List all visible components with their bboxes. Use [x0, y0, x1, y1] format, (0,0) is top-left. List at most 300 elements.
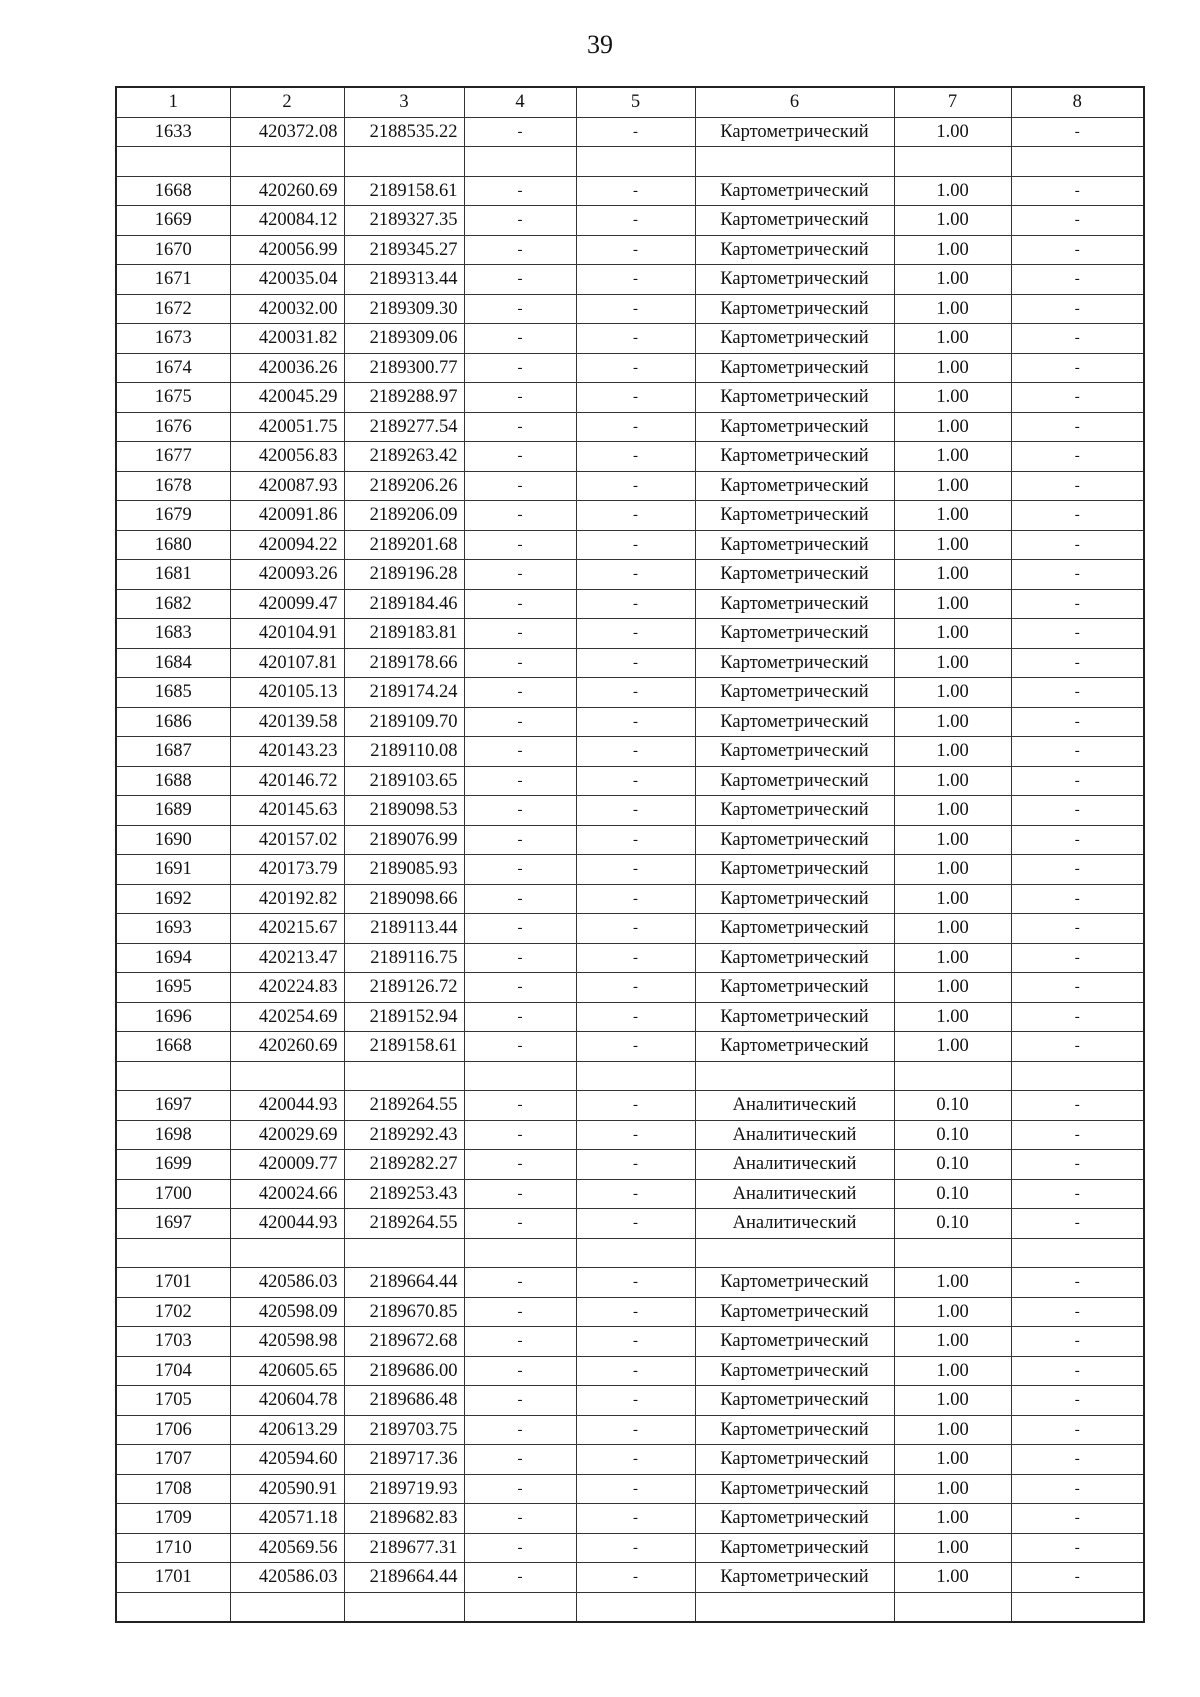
- y-coordinate-cell: [344, 1238, 464, 1268]
- x-coordinate-cell: 420571.18: [230, 1504, 344, 1534]
- col-5-cell: -: [576, 589, 695, 619]
- col-5-cell: -: [576, 1091, 695, 1121]
- table-row: [116, 235, 1144, 265]
- col-8-cell: -: [1011, 648, 1144, 678]
- y-coordinate-cell: 2189670.85: [344, 1297, 464, 1327]
- table-row: [116, 442, 1144, 472]
- col-4-cell: -: [464, 1356, 576, 1386]
- point-number-cell: 1704: [116, 1356, 230, 1386]
- col-5-cell: [576, 1592, 695, 1622]
- method-cell: Картометрический: [695, 324, 894, 354]
- col-5-cell: -: [576, 383, 695, 413]
- col-5-cell: -: [576, 1327, 695, 1357]
- point-number-cell: 1710: [116, 1533, 230, 1563]
- y-coordinate-cell: 2189345.27: [344, 235, 464, 265]
- point-number-cell: 1676: [116, 412, 230, 442]
- y-coordinate-cell: [344, 1592, 464, 1622]
- x-coordinate-cell: 420254.69: [230, 1002, 344, 1032]
- point-number-cell: [116, 147, 230, 177]
- accuracy-cell: 1.00: [894, 235, 1011, 265]
- y-coordinate-cell: 2189264.55: [344, 1091, 464, 1121]
- x-coordinate-cell: 420104.91: [230, 619, 344, 649]
- y-coordinate-cell: 2189288.97: [344, 383, 464, 413]
- col-8-cell: -: [1011, 412, 1144, 442]
- y-coordinate-cell: 2189686.48: [344, 1386, 464, 1416]
- x-coordinate-cell: 420036.26: [230, 353, 344, 383]
- col-4-cell: [464, 1061, 576, 1091]
- col-8-cell: -: [1011, 855, 1144, 885]
- table-row: [116, 648, 1144, 678]
- y-coordinate-cell: 2189292.43: [344, 1120, 464, 1150]
- x-coordinate-cell: 420032.00: [230, 294, 344, 324]
- col-8-cell: -: [1011, 619, 1144, 649]
- col-8-cell: -: [1011, 1150, 1144, 1180]
- point-number-cell: 1685: [116, 678, 230, 708]
- point-number-cell: 1705: [116, 1386, 230, 1416]
- table-row: [116, 560, 1144, 590]
- col-8-cell: -: [1011, 324, 1144, 354]
- col-4-cell: -: [464, 324, 576, 354]
- accuracy-cell: 0.10: [894, 1179, 1011, 1209]
- y-coordinate-cell: 2189309.30: [344, 294, 464, 324]
- method-cell: Картометрический: [695, 707, 894, 737]
- y-coordinate-cell: 2188535.22: [344, 117, 464, 147]
- point-number-cell: 1692: [116, 884, 230, 914]
- col-8-cell: -: [1011, 796, 1144, 826]
- table-header-row: [116, 87, 1144, 117]
- col-5-cell: -: [576, 737, 695, 767]
- col-8-cell: -: [1011, 1563, 1144, 1593]
- col-4-cell: [464, 1592, 576, 1622]
- x-coordinate-cell: 420024.66: [230, 1179, 344, 1209]
- col-4-cell: -: [464, 442, 576, 472]
- col-5-cell: -: [576, 619, 695, 649]
- method-cell: Картометрический: [695, 412, 894, 442]
- method-cell: Картометрический: [695, 442, 894, 472]
- col-5-cell: -: [576, 560, 695, 590]
- col-4-cell: -: [464, 176, 576, 206]
- y-coordinate-cell: 2189677.31: [344, 1533, 464, 1563]
- x-coordinate-cell: 420224.83: [230, 973, 344, 1003]
- col-5-cell: -: [576, 176, 695, 206]
- table-row: [116, 1179, 1144, 1209]
- col-4-cell: -: [464, 1179, 576, 1209]
- accuracy-cell: 1.00: [894, 589, 1011, 619]
- y-coordinate-cell: 2189196.28: [344, 560, 464, 590]
- col-5-cell: -: [576, 1297, 695, 1327]
- point-number-cell: 1708: [116, 1474, 230, 1504]
- table-row: [116, 855, 1144, 885]
- table-row: [116, 1474, 1144, 1504]
- y-coordinate-cell: 2189098.66: [344, 884, 464, 914]
- col-5-cell: -: [576, 707, 695, 737]
- col-8-cell: -: [1011, 914, 1144, 944]
- x-coordinate-cell: 420569.56: [230, 1533, 344, 1563]
- table-row: [116, 1563, 1144, 1593]
- col-8-cell: -: [1011, 206, 1144, 236]
- x-coordinate-cell: [230, 1238, 344, 1268]
- method-cell: Картометрический: [695, 471, 894, 501]
- accuracy-cell: 1.00: [894, 619, 1011, 649]
- col-4-cell: -: [464, 206, 576, 236]
- col-5-cell: -: [576, 530, 695, 560]
- x-coordinate-cell: 420099.47: [230, 589, 344, 619]
- col-5-cell: -: [576, 678, 695, 708]
- col-8-cell: -: [1011, 1032, 1144, 1062]
- col-5-cell: [576, 147, 695, 177]
- accuracy-cell: 0.10: [894, 1209, 1011, 1239]
- col-4-cell: -: [464, 560, 576, 590]
- point-number-cell: 1681: [116, 560, 230, 590]
- col-4-cell: -: [464, 914, 576, 944]
- y-coordinate-cell: 2189206.26: [344, 471, 464, 501]
- table-row: [116, 1327, 1144, 1357]
- y-coordinate-cell: 2189183.81: [344, 619, 464, 649]
- x-coordinate-cell: 420215.67: [230, 914, 344, 944]
- accuracy-cell: 1.00: [894, 1504, 1011, 1534]
- column-header: 2: [230, 87, 344, 117]
- point-number-cell: 1678: [116, 471, 230, 501]
- point-number-cell: 1669: [116, 206, 230, 236]
- accuracy-cell: 1.00: [894, 324, 1011, 354]
- table-row: [116, 471, 1144, 501]
- col-4-cell: -: [464, 1563, 576, 1593]
- col-4-cell: -: [464, 1268, 576, 1298]
- point-number-cell: 1688: [116, 766, 230, 796]
- method-cell: Картометрический: [695, 1504, 894, 1534]
- col-5-cell: [576, 1061, 695, 1091]
- accuracy-cell: 1.00: [894, 265, 1011, 295]
- column-header: 5: [576, 87, 695, 117]
- accuracy-cell: 1.00: [894, 530, 1011, 560]
- point-number-cell: 1699: [116, 1150, 230, 1180]
- method-cell: Картометрический: [695, 235, 894, 265]
- col-8-cell: -: [1011, 1297, 1144, 1327]
- method-cell: Картометрический: [695, 1327, 894, 1357]
- col-4-cell: -: [464, 383, 576, 413]
- table-separator-row: [116, 1238, 1144, 1268]
- table-row: [116, 589, 1144, 619]
- col-5-cell: -: [576, 1268, 695, 1298]
- method-cell: Картометрический: [695, 1356, 894, 1386]
- table-row: [116, 1209, 1144, 1239]
- method-cell: Картометрический: [695, 678, 894, 708]
- col-4-cell: -: [464, 796, 576, 826]
- x-coordinate-cell: 420051.75: [230, 412, 344, 442]
- col-4-cell: -: [464, 1533, 576, 1563]
- col-8-cell: -: [1011, 1327, 1144, 1357]
- point-number-cell: 1670: [116, 235, 230, 265]
- table-row: [116, 1120, 1144, 1150]
- method-cell: [695, 1061, 894, 1091]
- col-4-cell: -: [464, 471, 576, 501]
- point-number-cell: 1694: [116, 943, 230, 973]
- accuracy-cell: 1.00: [894, 353, 1011, 383]
- accuracy-cell: 1.00: [894, 1268, 1011, 1298]
- col-4-cell: -: [464, 973, 576, 1003]
- accuracy-cell: 1.00: [894, 471, 1011, 501]
- col-8-cell: -: [1011, 530, 1144, 560]
- accuracy-cell: 1.00: [894, 796, 1011, 826]
- method-cell: Картометрический: [695, 884, 894, 914]
- table-row: [116, 884, 1144, 914]
- col-8-cell: -: [1011, 176, 1144, 206]
- point-number-cell: 1696: [116, 1002, 230, 1032]
- col-4-cell: -: [464, 353, 576, 383]
- accuracy-cell: 1.00: [894, 1415, 1011, 1445]
- col-8-cell: -: [1011, 589, 1144, 619]
- accuracy-cell: 1.00: [894, 707, 1011, 737]
- accuracy-cell: 0.10: [894, 1150, 1011, 1180]
- x-coordinate-cell: 420044.93: [230, 1209, 344, 1239]
- x-coordinate-cell: 420260.69: [230, 1032, 344, 1062]
- x-coordinate-cell: 420372.08: [230, 117, 344, 147]
- table-row: [116, 737, 1144, 767]
- col-5-cell: -: [576, 1445, 695, 1475]
- col-5-cell: -: [576, 855, 695, 885]
- y-coordinate-cell: 2189174.24: [344, 678, 464, 708]
- y-coordinate-cell: 2189703.75: [344, 1415, 464, 1445]
- table-row: [116, 1356, 1144, 1386]
- col-4-cell: -: [464, 530, 576, 560]
- y-coordinate-cell: [344, 147, 464, 177]
- method-cell: Аналитический: [695, 1150, 894, 1180]
- col-8-cell: -: [1011, 1415, 1144, 1445]
- y-coordinate-cell: 2189327.35: [344, 206, 464, 236]
- x-coordinate-cell: 420598.09: [230, 1297, 344, 1327]
- x-coordinate-cell: 420213.47: [230, 943, 344, 973]
- table-row: [116, 294, 1144, 324]
- y-coordinate-cell: 2189282.27: [344, 1150, 464, 1180]
- col-5-cell: -: [576, 825, 695, 855]
- col-8-cell: -: [1011, 1386, 1144, 1416]
- x-coordinate-cell: 420590.91: [230, 1474, 344, 1504]
- x-coordinate-cell: 420084.12: [230, 206, 344, 236]
- x-coordinate-cell: 420173.79: [230, 855, 344, 885]
- col-5-cell: -: [576, 943, 695, 973]
- col-4-cell: -: [464, 235, 576, 265]
- x-coordinate-cell: 420594.60: [230, 1445, 344, 1475]
- accuracy-cell: [894, 1592, 1011, 1622]
- method-cell: Аналитический: [695, 1091, 894, 1121]
- accuracy-cell: 1.00: [894, 1533, 1011, 1563]
- method-cell: [695, 1238, 894, 1268]
- col-5-cell: -: [576, 117, 695, 147]
- accuracy-cell: 1.00: [894, 1356, 1011, 1386]
- col-4-cell: -: [464, 501, 576, 531]
- y-coordinate-cell: 2189110.08: [344, 737, 464, 767]
- accuracy-cell: 1.00: [894, 206, 1011, 236]
- point-number-cell: 1689: [116, 796, 230, 826]
- method-cell: Аналитический: [695, 1209, 894, 1239]
- x-coordinate-cell: 420035.04: [230, 265, 344, 295]
- method-cell: Картометрический: [695, 943, 894, 973]
- method-cell: Картометрический: [695, 855, 894, 885]
- col-8-cell: -: [1011, 678, 1144, 708]
- y-coordinate-cell: 2189277.54: [344, 412, 464, 442]
- point-number-cell: [116, 1592, 230, 1622]
- point-number-cell: 1679: [116, 501, 230, 531]
- table-row: [116, 1002, 1144, 1032]
- col-8-cell: [1011, 147, 1144, 177]
- accuracy-cell: 1.00: [894, 1386, 1011, 1416]
- table-row: [116, 383, 1144, 413]
- col-5-cell: -: [576, 1533, 695, 1563]
- y-coordinate-cell: 2189201.68: [344, 530, 464, 560]
- point-number-cell: 1687: [116, 737, 230, 767]
- column-header: 6: [695, 87, 894, 117]
- x-coordinate-cell: 420157.02: [230, 825, 344, 855]
- accuracy-cell: 1.00: [894, 294, 1011, 324]
- method-cell: Аналитический: [695, 1120, 894, 1150]
- x-coordinate-cell: 420093.26: [230, 560, 344, 590]
- point-number-cell: 1691: [116, 855, 230, 885]
- col-4-cell: -: [464, 648, 576, 678]
- col-8-cell: [1011, 1592, 1144, 1622]
- column-header: 4: [464, 87, 576, 117]
- accuracy-cell: 1.00: [894, 914, 1011, 944]
- x-coordinate-cell: 420029.69: [230, 1120, 344, 1150]
- table-row: [116, 678, 1144, 708]
- col-4-cell: -: [464, 855, 576, 885]
- y-coordinate-cell: 2189085.93: [344, 855, 464, 885]
- y-coordinate-cell: 2189719.93: [344, 1474, 464, 1504]
- y-coordinate-cell: 2189158.61: [344, 176, 464, 206]
- col-4-cell: -: [464, 1327, 576, 1357]
- table-row: [116, 766, 1144, 796]
- method-cell: [695, 1592, 894, 1622]
- y-coordinate-cell: 2189717.36: [344, 1445, 464, 1475]
- point-number-cell: 1675: [116, 383, 230, 413]
- y-coordinate-cell: 2189309.06: [344, 324, 464, 354]
- col-4-cell: -: [464, 265, 576, 295]
- table-row: [116, 825, 1144, 855]
- method-cell: Картометрический: [695, 176, 894, 206]
- x-coordinate-cell: 420107.81: [230, 648, 344, 678]
- col-4-cell: -: [464, 825, 576, 855]
- col-5-cell: -: [576, 1002, 695, 1032]
- table-row: [116, 1032, 1144, 1062]
- col-4-cell: -: [464, 1415, 576, 1445]
- col-5-cell: [576, 1238, 695, 1268]
- y-coordinate-cell: 2189158.61: [344, 1032, 464, 1062]
- col-4-cell: -: [464, 1032, 576, 1062]
- method-cell: Картометрический: [695, 589, 894, 619]
- col-4-cell: -: [464, 1091, 576, 1121]
- col-4-cell: -: [464, 943, 576, 973]
- method-cell: Картометрический: [695, 501, 894, 531]
- column-header: 7: [894, 87, 1011, 117]
- accuracy-cell: 0.10: [894, 1120, 1011, 1150]
- point-number-cell: 1668: [116, 176, 230, 206]
- col-5-cell: -: [576, 442, 695, 472]
- col-8-cell: -: [1011, 707, 1144, 737]
- col-8-cell: -: [1011, 884, 1144, 914]
- col-5-cell: -: [576, 235, 695, 265]
- table-row: [116, 530, 1144, 560]
- col-8-cell: -: [1011, 766, 1144, 796]
- y-coordinate-cell: 2189126.72: [344, 973, 464, 1003]
- col-4-cell: -: [464, 766, 576, 796]
- table-separator-row: [116, 147, 1144, 177]
- point-number-cell: 1633: [116, 117, 230, 147]
- table-row: [116, 324, 1144, 354]
- accuracy-cell: 1.00: [894, 884, 1011, 914]
- col-4-cell: -: [464, 1474, 576, 1504]
- x-coordinate-cell: 420586.03: [230, 1268, 344, 1298]
- table-row: [116, 914, 1144, 944]
- table-row: [116, 1533, 1144, 1563]
- col-5-cell: -: [576, 412, 695, 442]
- method-cell: Картометрический: [695, 117, 894, 147]
- point-number-cell: [116, 1238, 230, 1268]
- point-number-cell: 1707: [116, 1445, 230, 1475]
- method-cell: Картометрический: [695, 1032, 894, 1062]
- method-cell: Картометрический: [695, 737, 894, 767]
- accuracy-cell: 1.00: [894, 943, 1011, 973]
- col-5-cell: -: [576, 471, 695, 501]
- y-coordinate-cell: 2189672.68: [344, 1327, 464, 1357]
- point-number-cell: 1686: [116, 707, 230, 737]
- x-coordinate-cell: 420598.98: [230, 1327, 344, 1357]
- col-8-cell: -: [1011, 235, 1144, 265]
- y-coordinate-cell: 2189098.53: [344, 796, 464, 826]
- col-4-cell: -: [464, 117, 576, 147]
- point-number-cell: 1684: [116, 648, 230, 678]
- table-row: [116, 1386, 1144, 1416]
- col-8-cell: -: [1011, 1445, 1144, 1475]
- accuracy-cell: [894, 1238, 1011, 1268]
- col-5-cell: -: [576, 501, 695, 531]
- y-coordinate-cell: 2189300.77: [344, 353, 464, 383]
- col-4-cell: -: [464, 1297, 576, 1327]
- table-row: [116, 117, 1144, 147]
- col-8-cell: [1011, 1238, 1144, 1268]
- col-8-cell: -: [1011, 1533, 1144, 1563]
- col-8-cell: -: [1011, 825, 1144, 855]
- table-row: [116, 1091, 1144, 1121]
- col-8-cell: -: [1011, 1091, 1144, 1121]
- col-4-cell: -: [464, 1209, 576, 1239]
- col-8-cell: -: [1011, 442, 1144, 472]
- col-5-cell: -: [576, 265, 695, 295]
- col-5-cell: -: [576, 1504, 695, 1534]
- col-4-cell: -: [464, 1120, 576, 1150]
- table-row: [116, 707, 1144, 737]
- x-coordinate-cell: 420586.03: [230, 1563, 344, 1593]
- table-row: [116, 353, 1144, 383]
- table-row: [116, 973, 1144, 1003]
- accuracy-cell: 1.00: [894, 1002, 1011, 1032]
- method-cell: Картометрический: [695, 973, 894, 1003]
- y-coordinate-cell: 2189076.99: [344, 825, 464, 855]
- x-coordinate-cell: 420056.99: [230, 235, 344, 265]
- table-row: [116, 943, 1144, 973]
- method-cell: Картометрический: [695, 825, 894, 855]
- table-row: [116, 1504, 1144, 1534]
- x-coordinate-cell: [230, 1061, 344, 1091]
- col-8-cell: -: [1011, 1120, 1144, 1150]
- table-separator-row: [116, 1061, 1144, 1091]
- x-coordinate-cell: 420139.58: [230, 707, 344, 737]
- x-coordinate-cell: 420009.77: [230, 1150, 344, 1180]
- method-cell: Картометрический: [695, 206, 894, 236]
- table-row: [116, 1297, 1144, 1327]
- col-5-cell: -: [576, 766, 695, 796]
- col-8-cell: -: [1011, 560, 1144, 590]
- col-8-cell: -: [1011, 1209, 1144, 1239]
- col-5-cell: -: [576, 1150, 695, 1180]
